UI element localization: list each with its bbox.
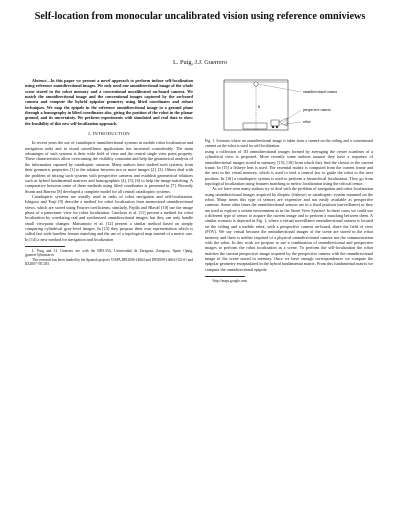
label-omnidirectional-camera: omnidirectional camera	[303, 90, 338, 94]
footnote: ¹http://maps.google.com	[212, 278, 248, 283]
label-robot: robot	[303, 120, 311, 124]
paper-title: Self-location from monocular uncalibrated vision using reference omniviews	[34, 11, 366, 22]
leader-line	[258, 84, 301, 92]
footnote: This research has been funded by the Spanish projects VISPA DPI2006-14664 and DPI2009-14664-C02-01 and IIZ2007-TIC035.	[25, 257, 193, 267]
label-perspective-camera: perspective camera	[303, 108, 331, 112]
height-label: h	[258, 104, 260, 109]
leader-line	[283, 110, 301, 122]
paragraph: As we have seen many authors try to deal with the problem of navigation and robot localization using omnidirectional images acquired by dioptric (fisheye) or catadioptric system mounted on the robot. Many times this type of sensors are expensive and not easily available as perspective cameras. Some other times the omnidirectional sensors are in a fixed position (surveillance) or they are used to explore a certain environment as in the Street View System¹. In these cases we could use a different type of sensor to acquire the current image and to perform a matching between them. A similar scenario is depicted in Fig. 1, where a virtual surveillance omnidirectional camera is located on the ceiling and a mobile robot, with a perspective camera on-board, share the field of view (FOV). We say virtual because the omnidirectional images of the scene are stored in the robot memory and there is neither required of a physical omnidirectional camera nor the communication with the robot. In this work we propose to use a combination of omnidirectional and perspective images to perform the robot localization in a scene. To perform the self-localization the robot matches the current perspective image acquired by the perspective camera with the omnidirectional image of the scene stored in memory. Once we have enough correspondences we compute the epipolar geometry encapsulated in the hybrid fundamental matrix. From this fundamental matrix we compute the omnidirectional epipola	[205, 186, 373, 272]
figure-scenario-diagram	[209, 78, 371, 140]
robot-icon	[271, 120, 279, 126]
robot-wheel-icon	[272, 126, 274, 128]
paragraph: In recent years the use of catadioptric omnidirectional systems in mobile robot localization and navigation tasks and in visual surveillance applications has increased considerably. The main advantages of such systems is their wide field of view and the central single view point property. These characteristics allow overcoming the visibility constraint and help the geometrical analysis of the information captured by catadioptric cameras. Many authors have studied such systems, from their geometric properties [1] to the relation between two or more images [2], [3]. Others deal with the problem of mixing such systems with perspective cameras and establish geometrical relations such as hybrid fundamental matrices and homographies [4], [5], [6] to help the image matching. A comparative between some of these methods using lifted coordinates is presented in [7]. Recently Sturm and Barreto [8] developed a complete model for all central catadioptric systems.	[25, 140, 193, 194]
abstract-label: Abstract	[32, 78, 47, 83]
section-heading-introduction: I. INTRODUCTION	[88, 131, 130, 137]
ground-plane-shape	[243, 123, 267, 129]
abstract-text: —In this paper we present a novel approach to perform indoor self-localization using reference omnidirectional images. We only need one omnidirectional image of the whole scene stored in the robot memory and a conventional uncalibrated on-board camera. We match the omnidirectional image and the conventional images captured by the on-board camera and compute the hybrid epipolar geometry using lifted coordinates and robust techniques. We map the epipole in the reference omnidirectional image to a ground plane through a homography in lifted coordinates also, giving the position of the robot in the planar ground, and its uncertainty. We perform experiments with simulated and real data to show the feasibility of this new self-localization approach.	[25, 78, 193, 126]
footnote: L. Puig and J.J. Guerrero are with the DIIS-I3A, Universidad de Zaragoza, Zaragoza, Spain {lpuig, jguerrer}@unizar.es	[25, 248, 193, 258]
authors: L. Puig, J.J. Guerrero	[172, 59, 228, 66]
footnote-divider	[205, 276, 245, 277]
figure-caption: Fig. 1. Scenario where an omnidirectional image is taken from a camera on the ceiling and a conventional camera on the robot is used for self-localization.	[205, 139, 373, 148]
omnidirectional-camera-icon	[254, 82, 258, 86]
paragraph: using a collection of 1D omnidirectional images formed by averaging the center scanlines of a cylindrical view is proposed. More recently some authors assume they have a sequence of omnidirectional images stored in memory, [15], [16] from which they find the closest to the current frame. In [15] a fisheye lens is used. The essential matrix is computed from the current frame and the next in the visual memory, which is used to feed a control law to guide the robot to the next position. In [16] a catadioptric system is used to perform a hierarchical localization. They go from topological localization using features matching to metric localization using the trifocal tensor.	[205, 149, 373, 187]
footnote-divider	[25, 246, 65, 247]
abstract	[25, 78, 193, 126]
robot-wheel-icon	[276, 126, 278, 128]
paragraph: Catadioptric systems are usually used in tasks of robot navigation and self-localization. Ishiguro and Tsuji [9] describe a method for robot localization from memorized omnidirectional views, which are stored using Fourier coefficients; similarly, Pajdla and Hlaváč [10] use the image phase of a panoramic view for robot localization. Cauchois et al. [11] present a method for robot localization by correlating real and synthesized omnidirectional images, but they can only handle small viewpoint changes. Matsumoto et al. [12] present a similar method based on simply comparing cylindrical gray-level images. In [13] they propose their own representation which is called fast wide baseline feature matching and the use of a topological map instead of a metric one. In [14] a new method for navigation and localization	[25, 193, 193, 242]
left-column	[25, 78, 193, 267]
right-column	[205, 149, 373, 283]
